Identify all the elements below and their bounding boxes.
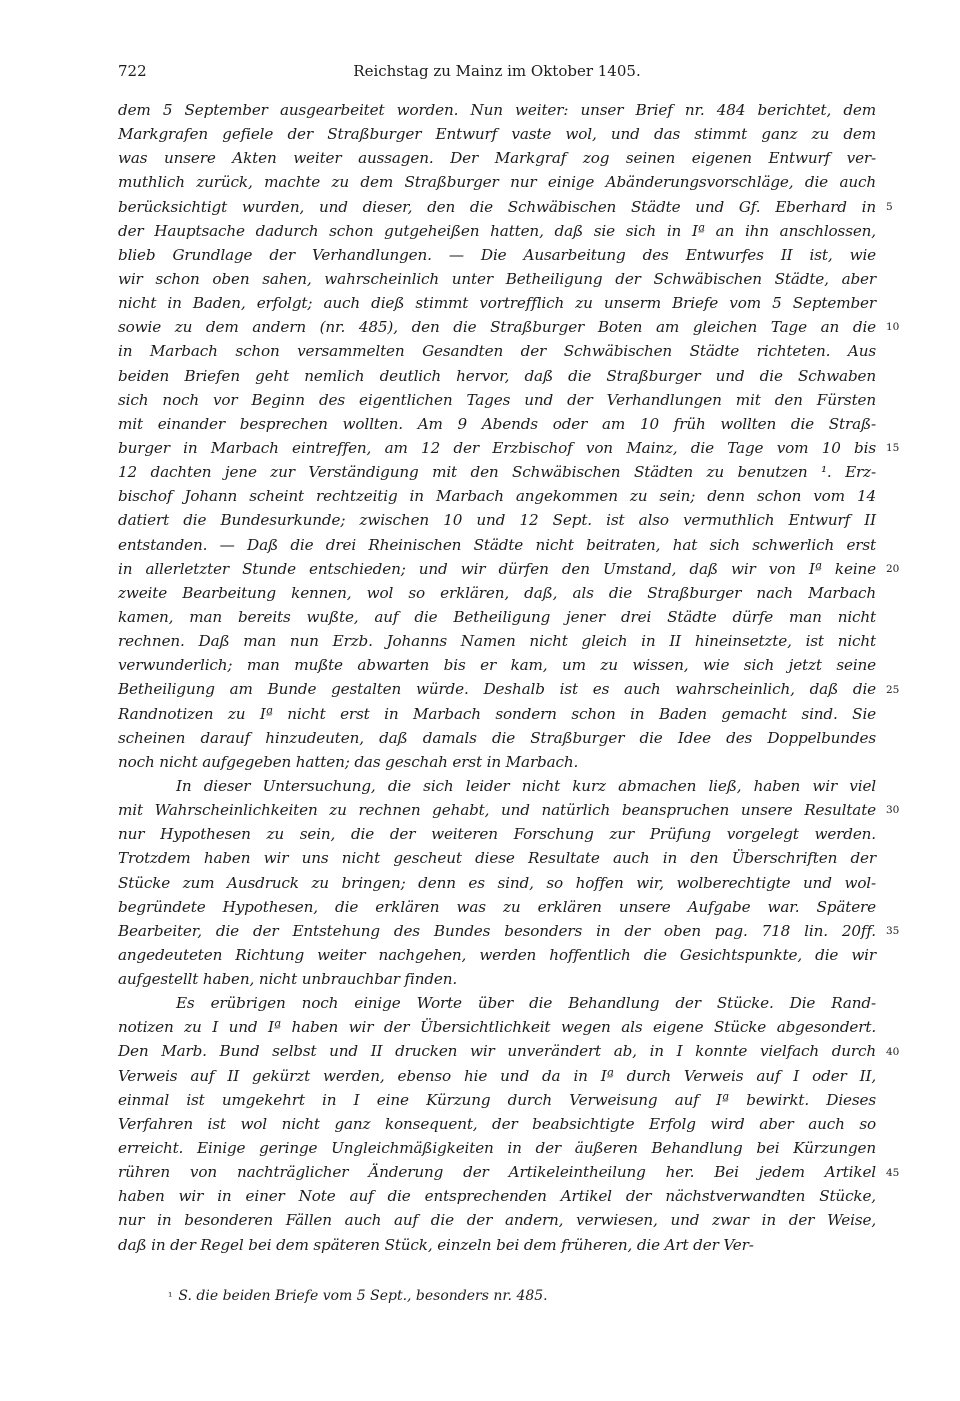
text-line: Verfahren ist wol nicht ganz konsequent, der beabsichtigte Erfolg wird aber auch so (118, 1114, 876, 1133)
text-line: entstanden. — Daß die drei Rheinischen Städte nicht beitraten, hat sich schwerlich erst (118, 535, 876, 554)
text-line: rühren von nachträglicher Änderung der Artikeleintheilung her. Bei jedem Artikel (118, 1163, 876, 1182)
text-line: Es erübrigen noch einige Worte über die Behandlung der Stücke. Die Rand- (176, 994, 876, 1013)
line-number: 20 (886, 562, 900, 575)
line-number: 25 (886, 683, 900, 696)
text-line: daß in der Regel bei dem späteren Stück, einzeln bei dem früheren, die Art der Ver- (118, 1235, 754, 1254)
text-line: Markgrafen gefiele der Straßburger Entwurf vaste wol, und das stimmt ganz zu dem (118, 125, 876, 144)
text-line: mit Wahrscheinlichkeiten zu rechnen gehabt, und natürlich beanspruchen unsere Resultate (118, 801, 876, 820)
text-line: mit einander besprechen wollten. Am 9 Abends oder am 10 früh wollten die Straß- (118, 414, 876, 433)
text-line: Betheiligung am Bunde gestalten würde. Deshalb ist es auch wahrscheinlich, daß die (118, 680, 876, 699)
text-line: Bearbeiter, die der Entstehung des Bundes besonders in der oben pag. 718 lin. 20ff. (118, 921, 876, 940)
text-line: Randnotizen zu Iª nicht erst in Marbach sondern schon in Baden gemacht sind. Sie (118, 704, 876, 723)
text-line: burger in Marbach eintreffen, am 12 der Erzbischof von Mainz, die Tage vom 10 bis (118, 438, 876, 457)
text-line: einmal ist umgekehrt in I eine Kürzung durch Verweisung auf Iª bewirkt. Dieses (118, 1090, 876, 1109)
text-line: sowie zu dem andern (nr. 485), den die Straßburger Boten am gleichen Tage an die (118, 318, 876, 337)
text-line: Verweis auf II gekürzt werden, ebenso hie und da in Iª durch Verweis auf I oder II, (118, 1066, 876, 1085)
line-number: 10 (886, 321, 900, 334)
text-line: zweite Bearbeitung kennen, wol so erklären, daß, als die Straßburger nach Marbach (118, 583, 876, 602)
line-number: 5 (886, 200, 893, 213)
footnote-text: S. die beiden Briefe vom 5 Sept., besonders nr. 485. (178, 1288, 548, 1304)
text-line: der Hauptsache dadurch schon gutgeheißen hatten, daß sie sich in Iª an ihn anschlossen, (118, 221, 876, 240)
text-line: wir schon oben sahen, wahrscheinlich unter Betheiligung der Schwäbischen Städte, aber (118, 269, 876, 288)
text-line: rechnen. Daß man nun Erzb. Johanns Namen nicht gleich in II hineinsetzte, ist nicht (118, 632, 876, 651)
text-line: angedeuteten Richtung weiter nachgehen, werden hoffentlich die Gesichtspunkte, die wir (118, 945, 876, 964)
text-line: dem 5 September ausgearbeitet worden. Nun weiter: unser Brief nr. 484 berichtet, dem (118, 101, 876, 119)
body-text (118, 98, 876, 1257)
text-line: blieb Grundlage der Verhandlungen. — Die Ausarbeitung des Entwurfes II ist, wie (118, 245, 876, 264)
footnote-marker: ¹ (168, 1290, 173, 1303)
text-line: datiert die Bundesurkunde; zwischen 10 und 12 Sept. ist also vermuthlich Entwurf II (118, 511, 876, 530)
text-line: kamen, man bereits wußte, auf die Betheiligung jener drei Städte dürfe man nicht (118, 607, 876, 626)
text-line: haben wir in einer Note auf die entsprechenden Artikel der nächstverwandten Stücke, (118, 1187, 876, 1206)
text-line: aufgestellt haben, nicht unbrauchbar finden. (118, 970, 458, 989)
text-line: bischof Johann scheint rechtzeitig in Marbach angekommen zu sein; denn schon vom 14 (118, 487, 876, 506)
text-line: nicht in Baden, erfolgt; auch dieß stimmt vortrefflich zu unserm Briefe vom 5 September (118, 294, 876, 313)
text-line: erreicht. Einige geringe Ungleichmäßigkeiten in der äußeren Behandlung bei Kürzungen (118, 1139, 876, 1158)
footnote (168, 1288, 548, 1304)
text-line: Den Marb. Bund selbst und II drucken wir unverändert ab, in I konnte vielfach durch (118, 1042, 876, 1061)
text-line: muthlich zurück, machte zu dem Straßburger nur einige Abänderungsvorschläge, die auch (118, 173, 876, 192)
page-header (118, 62, 876, 84)
line-number: 35 (886, 925, 900, 938)
text-line: Trotzdem haben wir uns nicht gescheut diese Resultate auch in den Überschriften der (118, 849, 876, 868)
line-number: 15 (886, 442, 900, 455)
text-line: verwunderlich; man mußte abwarten bis er kam, um zu wissen, wie sich jetzt seine (118, 656, 876, 675)
text-line: nur Hypothesen zu sein, die der weiteren Forschung zur Prüfung vorgelegt werden. (118, 825, 876, 844)
text-line: In dieser Untersuchung, die sich leider nicht kurz abmachen ließ, haben wir viel (176, 776, 876, 795)
text-line: beiden Briefen geht nemlich deutlich hervor, daß die Straßburger und die Schwaben (118, 366, 876, 385)
text-line: scheinen darauf hinzudeuten, daß damals die Straßburger die Idee des Doppelbundes (118, 728, 876, 747)
text-line: noch nicht aufgegeben hatten; das geschah erst in Marbach. (118, 752, 579, 771)
page-number: 722 (118, 62, 147, 80)
text-line: in allerletzter Stunde entschieden; und wir dürfen den Umstand, daß wir von Iª keine (118, 559, 876, 578)
text-line: in Marbach schon versammelten Gesandten der Schwäbischen Städte richteten. Aus (118, 342, 876, 361)
text-line: Stücke zum Ausdruck zu bringen; denn es sind, so hoffen wir, wolberechtigte und wol- (118, 873, 876, 892)
text-line: 12 dachten jene zur Verständigung mit den Schwäbischen Städten zu benutzen ¹. Erz- (118, 463, 876, 482)
running-head: Reichstag zu Mainz im Oktober 1405. (353, 62, 641, 80)
text-line: sich noch vor Beginn des eigentlichen Tages und der Verhandlungen mit den Fürsten (118, 390, 876, 409)
line-number: 30 (886, 804, 900, 817)
text-line: notizen zu I und Iª haben wir der Übersichtlichkeit wegen als eigene Stücke abgesondert. (118, 1018, 876, 1037)
line-number: 45 (886, 1166, 900, 1179)
line-number: 40 (886, 1045, 900, 1058)
text-line: was unsere Akten weiter aussagen. Der Markgraf zog seinen eigenen Entwurf ver- (118, 149, 876, 168)
text-line: nur in besonderen Fällen auch auf die der andern, verwiesen, und zwar in der Weise, (118, 1211, 876, 1230)
text-line: berücksichtigt wurden, und dieser, den die Schwäbischen Städte und Gf. Eberhard in (118, 197, 876, 216)
text-line: begründete Hypothesen, die erklären was zu erklären unsere Aufgabe war. Spätere (118, 897, 876, 916)
